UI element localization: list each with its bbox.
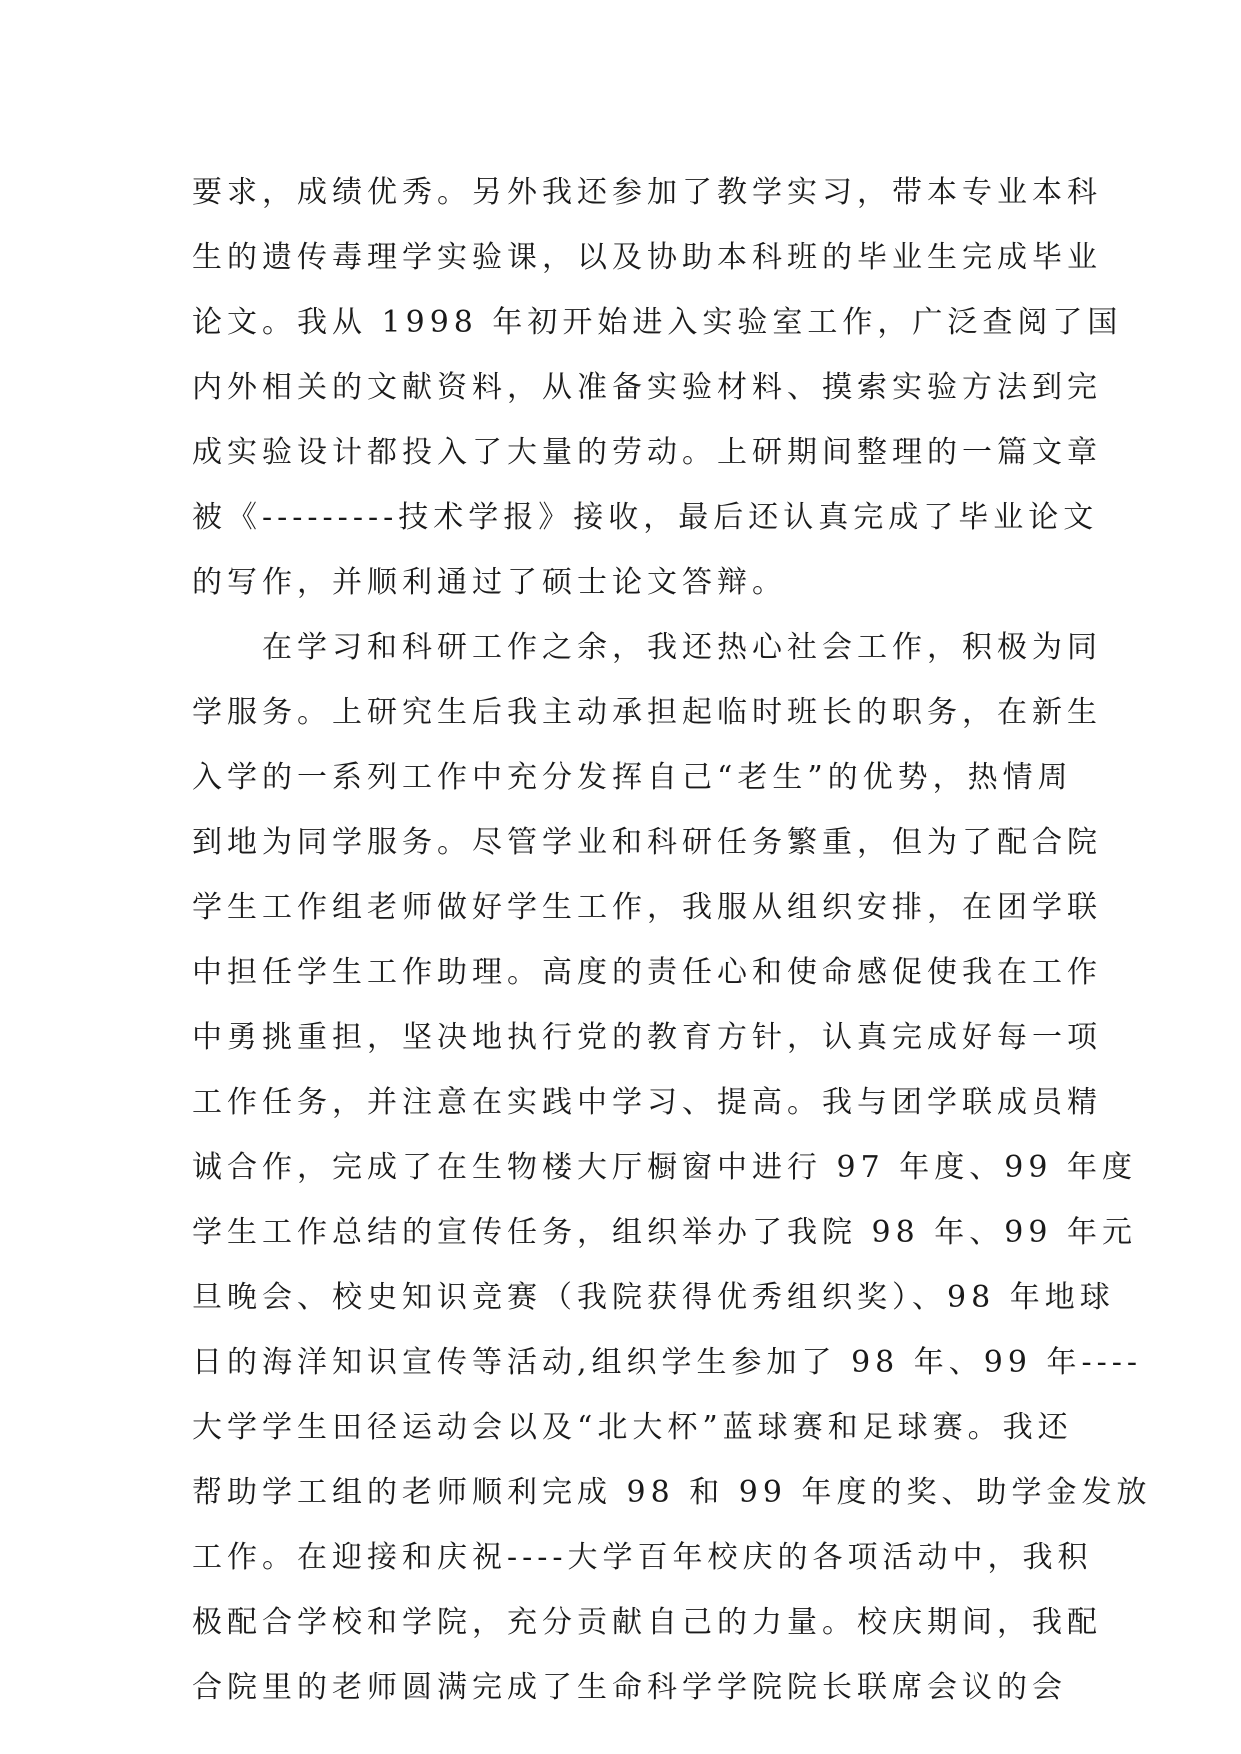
- paragraph-1: [192, 160, 1123, 615]
- text-line: 内外相关的文献资料，从准备实验材料、摸索实验方法到完: [192, 370, 1102, 405]
- text-line: 中勇挑重担，坚决地执行党的教育方针，认真完成好每一项: [192, 1020, 1102, 1055]
- text-line: 极配合学校和学院，充分贡献自己的力量。校庆期间，我配: [192, 1605, 1102, 1640]
- paragraph-2: [192, 615, 1152, 1720]
- text-line: 学服务。上研究生后我主动承担起临时班长的职务，在新生: [192, 695, 1102, 730]
- text-line: 要求，成绩优秀。另外我还参加了教学实习，带本专业本科: [192, 175, 1102, 210]
- text-line: 入学的一系列工作中充分发挥自己“老生”的优势，热情周: [192, 760, 1073, 795]
- text-line: 合院里的老师圆满完成了生命科学学院院长联席会议的会: [192, 1670, 1067, 1705]
- text-line: 工作任务，并注意在实践中学习、提高。我与团学联成员精: [192, 1085, 1102, 1120]
- text-line: 工作。在迎接和庆祝----大学百年校庆的各项活动中，我积: [192, 1540, 1093, 1575]
- text-line: 学生工作组老师做好学生工作，我服从组织安排，在团学联: [192, 890, 1102, 925]
- text-line: 在学习和科研工作之余，我还热心社会工作，积极为同: [192, 630, 1102, 665]
- text-line: 学生工作总结的宣传任务，组织举办了我院 98 年、99 年元: [192, 1215, 1137, 1250]
- text-line: 被《---------技术学报》接收，最后还认真完成了毕业论文: [192, 500, 1099, 535]
- text-line: 生的遗传毒理学实验课，以及协助本科班的毕业生完成毕业: [192, 240, 1102, 275]
- text-line: 论文。我从 1998 年初开始进入实验室工作，广泛查阅了国: [192, 305, 1123, 340]
- text-line: 中担任学生工作助理。高度的责任心和使命感促使我在工作: [192, 955, 1102, 990]
- text-line: 大学学生田径运动会以及“北大杯”蓝球赛和足球赛。我还: [192, 1410, 1073, 1445]
- text-line: 帮助学工组的老师顺利完成 98 和 99 年度的奖、助学金发放: [192, 1475, 1152, 1510]
- document-body: [192, 160, 1152, 1720]
- text-line: 的写作，并顺利通过了硕士论文答辩。: [192, 565, 787, 600]
- text-line: 诚合作，完成了在生物楼大厅橱窗中进行 97 年度、99 年度: [192, 1150, 1137, 1185]
- text-line: 到地为同学服务。尽管学业和科研任务繁重，但为了配合院: [192, 825, 1102, 860]
- text-line: 旦晚会、校史知识竞赛（我院获得优秀组织奖）、98 年地球: [192, 1280, 1115, 1315]
- text-line: 成实验设计都投入了大量的劳动。上研期间整理的一篇文章: [192, 435, 1102, 470]
- text-line: 日的海洋知识宣传等活动,组织学生参加了 98 年、99 年----: [192, 1345, 1143, 1380]
